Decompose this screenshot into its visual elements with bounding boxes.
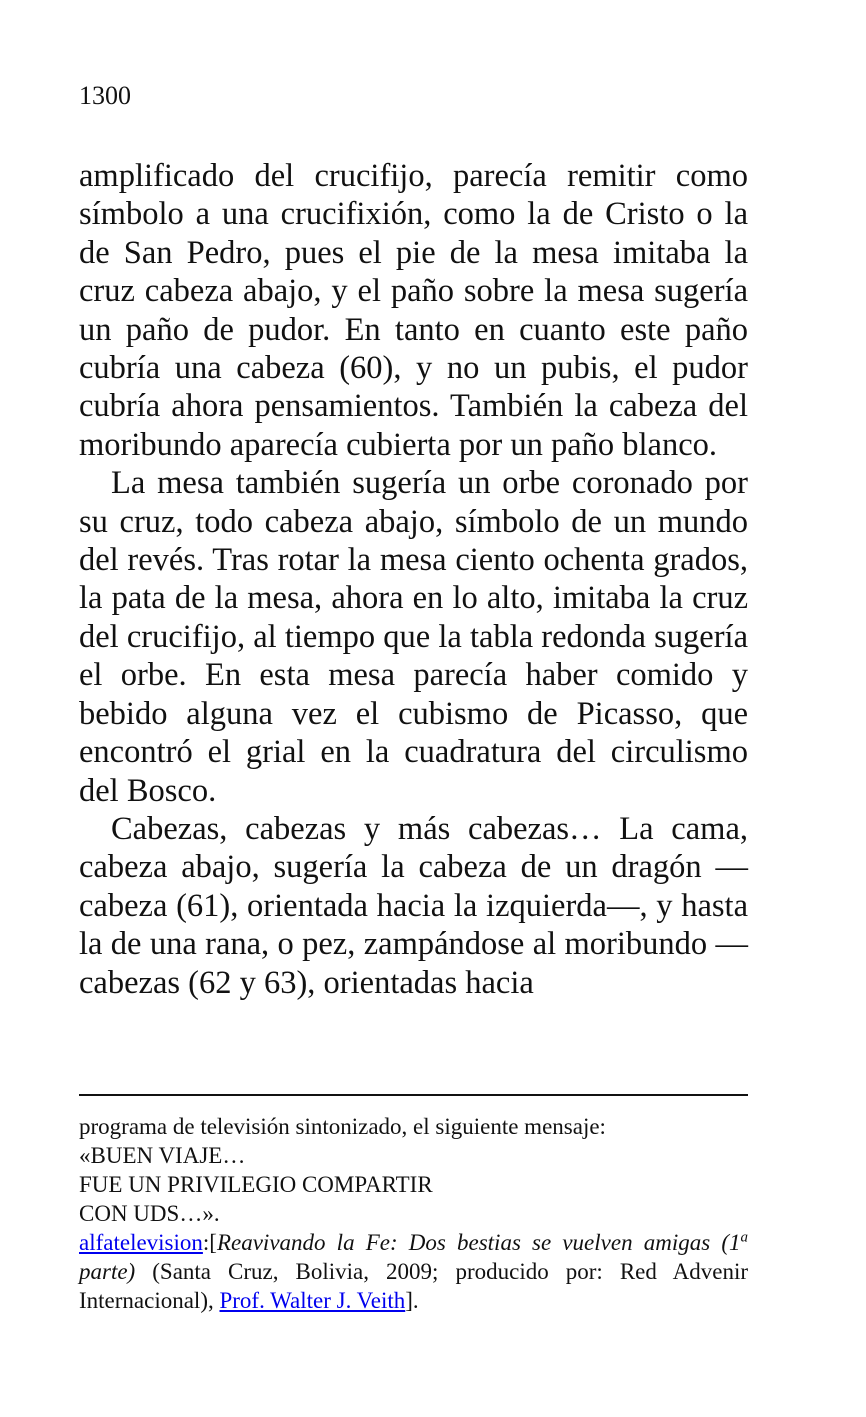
citation-bracket-open: :[ xyxy=(202,1230,217,1255)
citation-bracket-close: ]. xyxy=(405,1288,419,1313)
footnote-line-1: programa de televisión sintonizado, el siguiente mensaje: xyxy=(79,1114,606,1139)
alfatelevision-link[interactable]: alfatelevision xyxy=(79,1230,203,1255)
footnote-line-3: FUE UN PRIVILEGIO COMPARTIR xyxy=(79,1172,433,1197)
footnote-line-2: «BUEN VIAJE… xyxy=(79,1143,246,1168)
footnote-divider xyxy=(79,1094,748,1096)
page-number: 1300 xyxy=(79,81,131,110)
walter-veith-link[interactable]: Prof. Walter J. Veith xyxy=(219,1288,406,1313)
footnote-line-4: CON UDS…». xyxy=(79,1201,220,1226)
paragraph-2: La mesa también sugería un orbe coronado por su cruz, todo cabeza abajo, símbolo de un mundo del revés. Tras rotar la mesa ciento ochenta grados, la pata de la mesa, ahora en lo alto, imitaba la cruz del crucifijo, al tiempo que la tabla redonda sugería el orbe. En esta mesa parecía haber comido y bebido alguna vez el cubismo de Picasso, que encontró el grial en la cuadratura del circulismo del Bosco. xyxy=(79,465,748,809)
footnote xyxy=(79,1112,748,1315)
paragraph-1: amplificado del crucifijo, parecía remitir como símbolo a una crucifixión, como la de Cristo o la de San Pedro, pues el pie de la mesa imitaba la cruz cabeza abajo, y el paño sobre la mesa sugería un paño de pudor. En tanto en cuanto este paño cubría una cabeza (60), y no un pubis, el pudor cubría ahora pensamientos. También la cabeza del moribundo aparecía cubierta por un paño blanco. xyxy=(79,158,748,463)
citation-details: (Santa Cruz, Bolivia, 2009; producido por: Red Advenir Internacional), xyxy=(79,1259,748,1313)
citation-title-superscript: a xyxy=(740,1229,748,1246)
body-text xyxy=(79,157,748,1002)
footnote-citation xyxy=(79,1228,748,1315)
citation-title-end: parte) xyxy=(79,1259,136,1284)
paragraph-3: Cabezas, cabezas y más cabezas… La cama, cabeza abajo, sugería la cabeza de un dragón —cabeza (61), orientada hacia la izquierda—, y hasta la de una rana, o pez, zampándose al moribundo —cabezas (62 y 63), orientadas hacia xyxy=(79,810,748,1001)
citation-title-text: Reavivando la Fe: Dos bestias se vuelven amigas (1 xyxy=(216,1230,741,1255)
